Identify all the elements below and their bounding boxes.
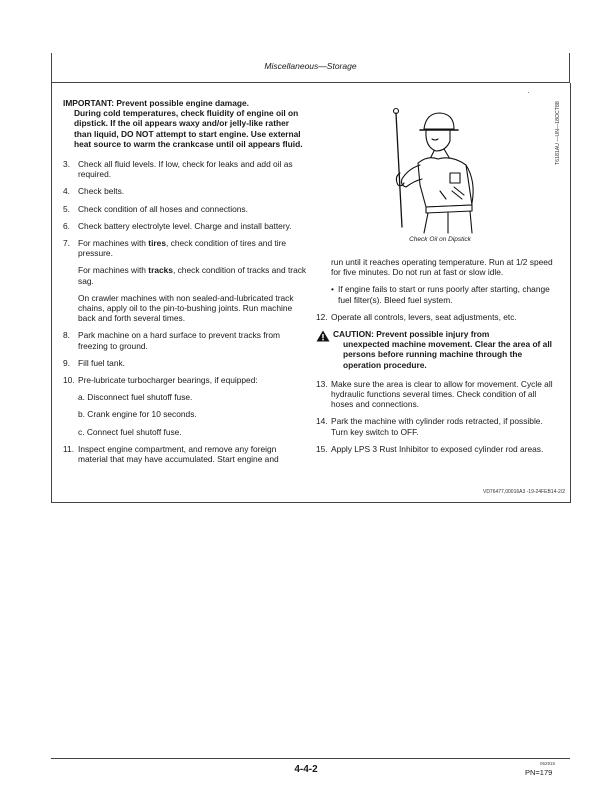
figure-reference: T6181AU —UN—18OCT88 — [555, 101, 561, 165]
step-number: 10. — [63, 375, 75, 386]
step-10-sub-a: a. Disconnect fuel shutoff fuse. — [78, 392, 193, 403]
section-title: Miscellaneous—Storage — [264, 61, 357, 71]
step-number: 12. — [316, 311, 328, 322]
step-10 — [63, 375, 308, 385]
caution-notice — [316, 329, 560, 370]
step-7-tracks — [78, 265, 308, 285]
step-6 — [63, 221, 308, 231]
step-3 — [63, 159, 308, 179]
important-heading: IMPORTANT: Prevent possible engine damage. — [63, 98, 249, 108]
step-number: 4. — [63, 186, 70, 197]
step-text-part: , check condition of tires and tire pressure. — [78, 238, 287, 259]
step-number: 8. — [63, 330, 70, 341]
step-text: Park machine on a hard surface to prevent tracks from freezing to ground. — [78, 330, 281, 351]
step-5 — [63, 204, 308, 214]
caution-body: unexpected machine movement. Clear the area of all persons before running machine through the operation procedure. — [343, 339, 552, 370]
left-column — [63, 98, 308, 471]
step-7 — [63, 238, 308, 258]
footer-pn: PN=179 — [525, 768, 553, 777]
step-text-bold: tracks — [148, 265, 173, 276]
step-text: Check battery electrolyte level. Charge and install battery. — [78, 220, 292, 231]
step-text: Check condition of all hoses and connections. — [78, 203, 248, 214]
step-text-part: For machines with — [78, 238, 149, 249]
step-11 — [63, 444, 308, 464]
step-15 — [316, 444, 560, 454]
bullet-icon: • — [331, 284, 334, 295]
page-number: 4-4-2 — [294, 764, 318, 775]
step-text: Check all fluid levels. If low, check for leaks and add oil as required. — [78, 159, 293, 180]
step-text: Operate all controls, levers, seat adjustments, etc. — [331, 311, 517, 322]
footer-date-code: 062915 — [540, 761, 556, 766]
step-14 — [316, 416, 560, 436]
step-number: 5. — [63, 203, 70, 214]
step-text: Check belts. — [78, 186, 125, 197]
right-column — [316, 257, 560, 461]
step-text: Apply LPS 3 Rust Inhibitor to exposed cylinder rod areas. — [331, 443, 544, 454]
step-text-bold: tires — [148, 238, 166, 249]
step-text-part: , check condition of tracks and track sag. — [78, 265, 307, 286]
step-13 — [316, 379, 560, 410]
step-text: Fill fuel tank. — [78, 357, 126, 368]
stray-mark — [528, 92, 529, 93]
footer-rule — [51, 758, 570, 759]
step-11-bullet — [331, 284, 560, 304]
step-text: Park the machine with cylinder rods retracted, if possible. Turn key switch to OFF. — [331, 416, 543, 437]
step-10-sub-c: c. Connect fuel shutoff fuse. — [78, 426, 182, 437]
step-number: 9. — [63, 357, 70, 368]
step-number: 11. — [63, 443, 75, 454]
figure-check-oil-dipstick — [380, 95, 500, 235]
step-number: 14. — [316, 416, 328, 427]
caution-heading: CAUTION: Prevent possible injury from — [333, 329, 490, 340]
step-12 — [316, 312, 560, 322]
important-body: During cold temperatures, check fluidity of engine oil on dipstick. If the oil appears waxy and/or jelly-like rather than liquid, DO NOT attempt to start engine. Use external heat source to warm the crankcase until oil appears fluid. — [74, 108, 303, 149]
step-11-continued: run until it reaches operating temperature. Run at 1/2 speed for five minutes. Do not run at fast or slow idle. — [331, 257, 553, 278]
bullet-text: If engine fails to start or runs poorly after starting, change fuel filter(s). Bleed fuel system. — [338, 284, 550, 305]
step-8 — [63, 330, 308, 350]
warning-triangle-icon — [316, 329, 333, 370]
step-text: Make sure the area is clear to allow for movement. Cycle all hydraulic functions several times. Check condition of all hoses and connections. — [331, 378, 553, 410]
figure-caption: Check Oil on Dipstick — [409, 236, 471, 243]
step-9 — [63, 358, 308, 368]
step-number: 15. — [316, 443, 328, 454]
step-number: 6. — [63, 220, 70, 231]
step-number: 7. — [63, 238, 70, 249]
caution-text — [333, 329, 560, 370]
step-text — [78, 238, 308, 258]
step-text: Pre-lubricate turbocharger bearings, if equipped: — [78, 375, 258, 386]
step-number: 13. — [316, 378, 328, 389]
step-number: 3. — [63, 159, 70, 170]
step-text-part: For machines with — [78, 265, 149, 276]
important-notice — [63, 98, 308, 149]
step-text: Inspect engine compartment, and remove any foreign material that may have accumulated. Start engine and — [78, 443, 279, 465]
document-reference: VD76477,00016A3 -19-24FEB14-2/2 — [482, 489, 565, 495]
step-4 — [63, 186, 308, 196]
step-10-sub-b: b. Crank engine for 10 seconds. — [78, 409, 197, 420]
step-7-crawler: On crawler machines with non sealed-and-lubricated track chains, apply oil to the pin-to-bushing joints. Run machine back and forth several times. — [78, 292, 294, 324]
